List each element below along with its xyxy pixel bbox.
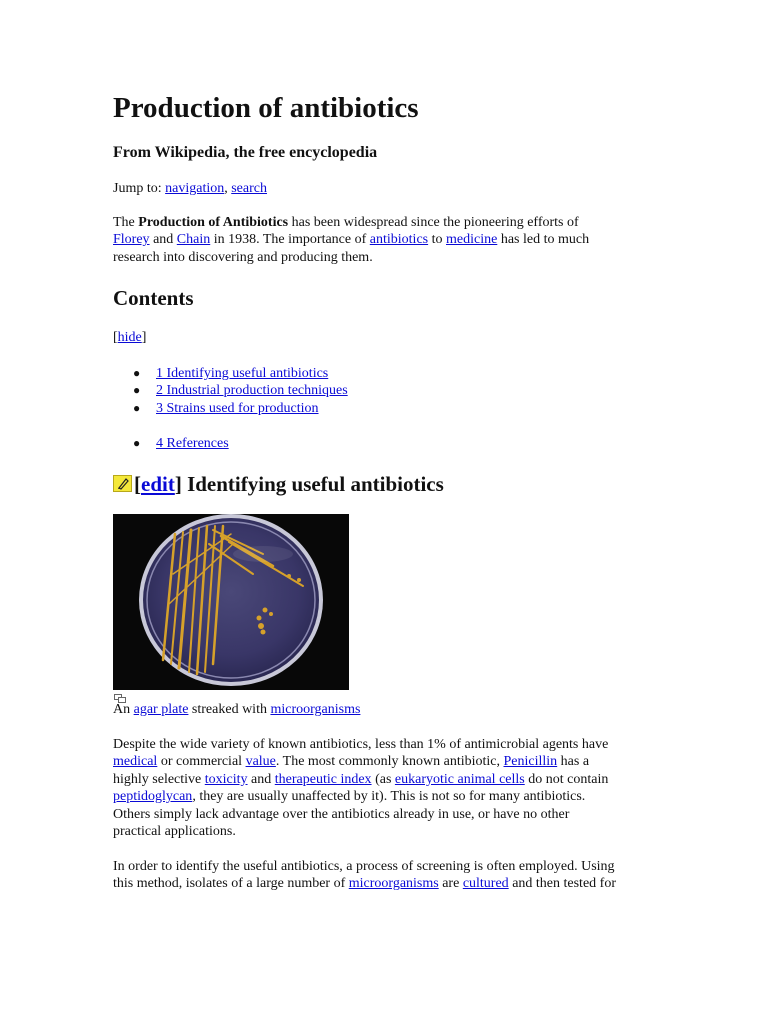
bullet-icon: ● — [133, 436, 141, 450]
jump-to-line — [113, 179, 267, 199]
bullet-icon: ● — [133, 366, 141, 380]
article-subject: Production of Antibiotics — [138, 215, 289, 230]
toc-title: Contents — [113, 286, 194, 310]
search-link[interactable]: search — [231, 181, 267, 196]
chain-link[interactable]: Chain — [176, 232, 211, 248]
toc-item-references — [133, 434, 229, 453]
medicine-link[interactable]: medicine — [446, 232, 498, 248]
jump-separator: , — [224, 181, 232, 196]
toc-link-strains[interactable]: 3 Strains used for production — [156, 401, 319, 416]
toc-item-industrial — [133, 381, 348, 400]
antibiotics-link[interactable]: antibiotics — [369, 232, 429, 248]
intro-paragraph: The Production of Antibiotics has been widespread since the pioneering efforts of Florey and Chain in 1938. The importance of antibiotics to medicine has led to much research into discovering and producing them. — [113, 215, 590, 265]
pencil-edit-icon[interactable] — [113, 475, 132, 492]
navigation-link[interactable]: navigation — [165, 181, 225, 196]
enlarge-icon[interactable] — [114, 690, 126, 699]
section-heading-text: Identifying useful antibiotics — [181, 472, 444, 496]
cultured-link[interactable]: cultured — [462, 876, 509, 892]
microorganisms-caption-link[interactable]: microorganisms — [270, 702, 361, 717]
section-edit-link[interactable]: edit — [141, 472, 175, 496]
peptidoglycan-link[interactable]: peptidoglycan — [113, 789, 193, 805]
toc-link-industrial[interactable]: 2 Industrial production techniques — [156, 383, 348, 398]
toc-hide-link[interactable]: hide — [117, 330, 142, 345]
toc-link-references[interactable]: 4 References — [156, 436, 229, 451]
agar-plate-link[interactable]: agar plate — [133, 702, 189, 717]
eukaryotic-cells-link[interactable]: eukaryotic animal cells — [394, 771, 525, 787]
toc-link-identifying[interactable]: 1 Identifying useful antibiotics — [156, 366, 329, 381]
photo-caption: An agar plate streaked with microorganisms — [113, 702, 361, 717]
jump-to-label: Jump to: — [113, 181, 166, 196]
medical-link[interactable]: medical — [113, 754, 158, 770]
body-paragraph-1: Despite the wide variety of known antibiotics, less than 1% of antimicrobial agents have medical or commercial value. The most commonly known antibiotic, Penicillin has a highly selective toxicity and therapeutic index (as eukaryotic animal cells do not contain peptidoglycan, they are usually unaffected by it). This is not so for many antibiotics. Others simply lack advantage over the antibiotics already in use, or have no other practical applications. — [113, 737, 609, 840]
toc-hide-toggle: [hide] — [113, 330, 147, 345]
value-link[interactable]: value — [245, 754, 276, 770]
agar-plate-photo[interactable] — [113, 514, 349, 690]
penicillin-link[interactable]: Penicillin — [503, 754, 558, 770]
florey-link[interactable]: Florey — [113, 232, 150, 248]
body-paragraph-2: In order to identify the useful antibiotics, a process of screening is often employed. Using this method, isolates of a large number of microorganisms are cultured and then tested for — [113, 859, 616, 892]
section-heading-identifying: [edit] Identifying useful antibiotics — [113, 470, 444, 498]
toc-item-strains — [133, 399, 319, 418]
site-subtitle: From Wikipedia, the free encyclopedia — [113, 144, 378, 161]
bullet-icon: ● — [133, 383, 141, 397]
bullet-icon: ● — [133, 401, 141, 415]
page-title: Production of antibiotics — [113, 92, 419, 124]
toxicity-link[interactable]: toxicity — [204, 771, 248, 787]
therapeutic-index-link[interactable]: therapeutic index — [274, 771, 372, 787]
microorganisms-link[interactable]: microorganisms — [348, 876, 439, 892]
